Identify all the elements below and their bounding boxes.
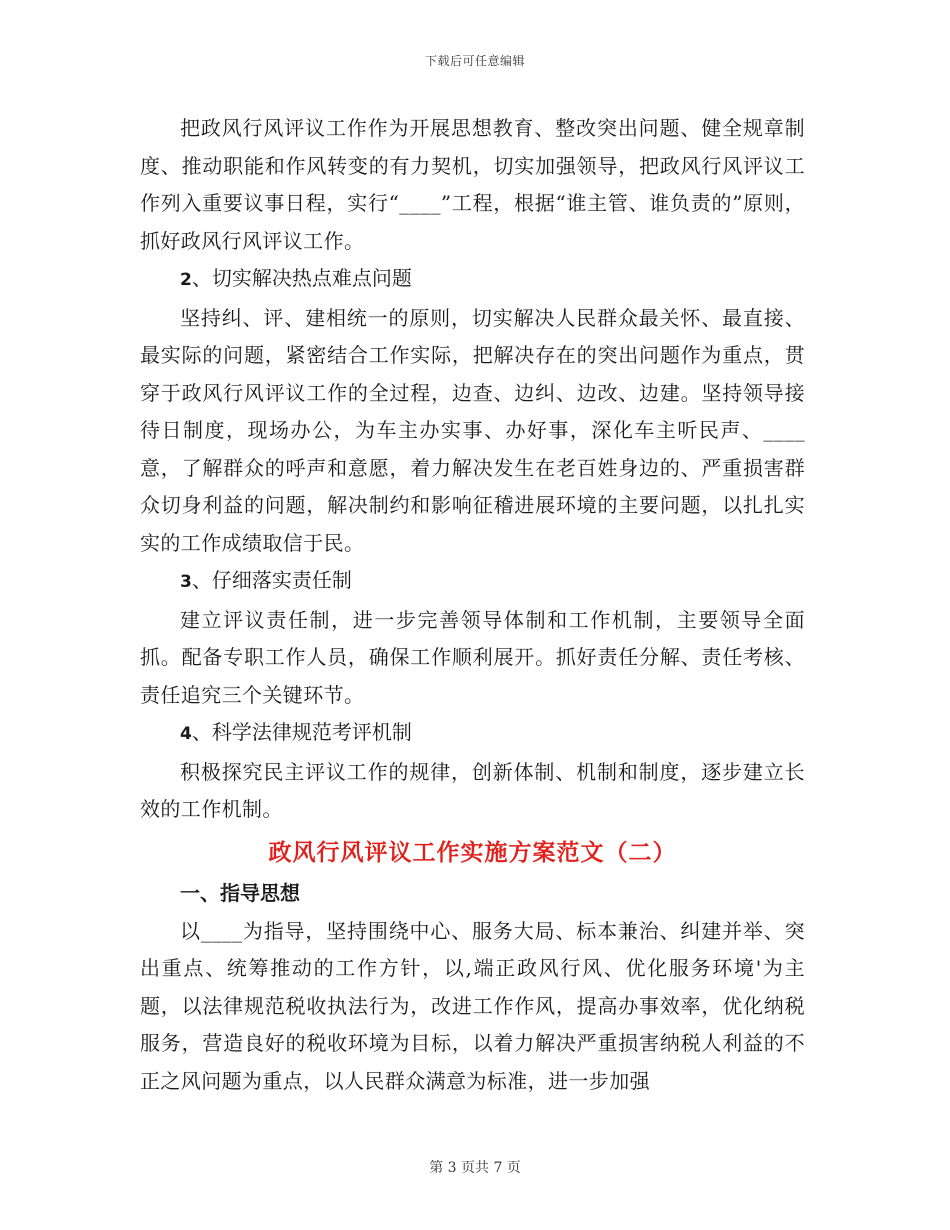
page-header: 下载后可任意编辑 xyxy=(424,54,525,68)
paragraph: 坚持纠、评、建相统一的原则，切实解决人民群众最关怀、最直接、最实际的问题，紧密结合工作实际，把解决存在的突出问题作为重点，贯穿于政风行风评议工作的全过程，边查、边纠、边改、边建。坚持领导接待日制度，现场办公，为车主办实事、办好事，深化车主听民声、____意，了解群众的呼声和意愿，着力解决发生在老百姓身边的、严重损害群众切身利益的问题，解决制约和影响征稽进展环境的主要问题，以扎扎实实的工作成绩取信于民。 xyxy=(140,305,805,555)
paragraph: 以____为指导，坚持围绕中心、服务大局、标本兼治、纠建并举、突出重点、统筹推动的工作方针，以,端正政风行风、优化服务环境'为主题，以法律规范税收执法行为，改进工作作风，提高办事效率，优化纳税服务，营造良好的税收环境为目标，以着力解决严重损害纳税人利益的不正之风问题为重点，以人民群众满意为标准，进一步加强 xyxy=(140,918,805,1093)
subheading-number: 4 xyxy=(180,724,192,744)
subheading xyxy=(140,260,805,300)
subheading-number: 3 xyxy=(180,572,192,592)
subheading-number: 2 xyxy=(180,270,192,290)
subheading xyxy=(140,562,805,602)
subheading-text: 、仔细落实责任制 xyxy=(191,568,352,592)
subheading-text: 、切实解决热点难点问题 xyxy=(191,266,412,290)
section-heading: 一、指导思想 xyxy=(180,880,300,905)
document-body xyxy=(140,110,805,1100)
subheading xyxy=(140,714,805,754)
subheading-text: 、科学法律规范考评机制 xyxy=(191,720,412,744)
paragraph: 把政风行风评议工作作为开展思想教育、整改突出问题、健全规章制度、推动职能和作风转变的有力契机，切实加强领导，把政风行风评议工作列入重要议事日程，实行“____”工程，根据“谁主管、谁负责的”原则，抓好政风行风评议工作。 xyxy=(140,116,805,253)
paragraph: 建立评议责任制，进一步完善领导体制和工作机制，主要领导全面抓。配备专职工作人员，确保工作顺利展开。抓好责任分解、责任考核、责任追究三个关键环节。 xyxy=(140,607,805,707)
page-footer: 第 3 页共 7 页 xyxy=(429,1160,521,1176)
document-title: 政风行风评议工作实施方案范文（二） xyxy=(268,838,677,866)
paragraph: 积极探究民主评议工作的规律，创新体制、机制和制度，逐步建立长效的工作机制。 xyxy=(140,759,805,821)
